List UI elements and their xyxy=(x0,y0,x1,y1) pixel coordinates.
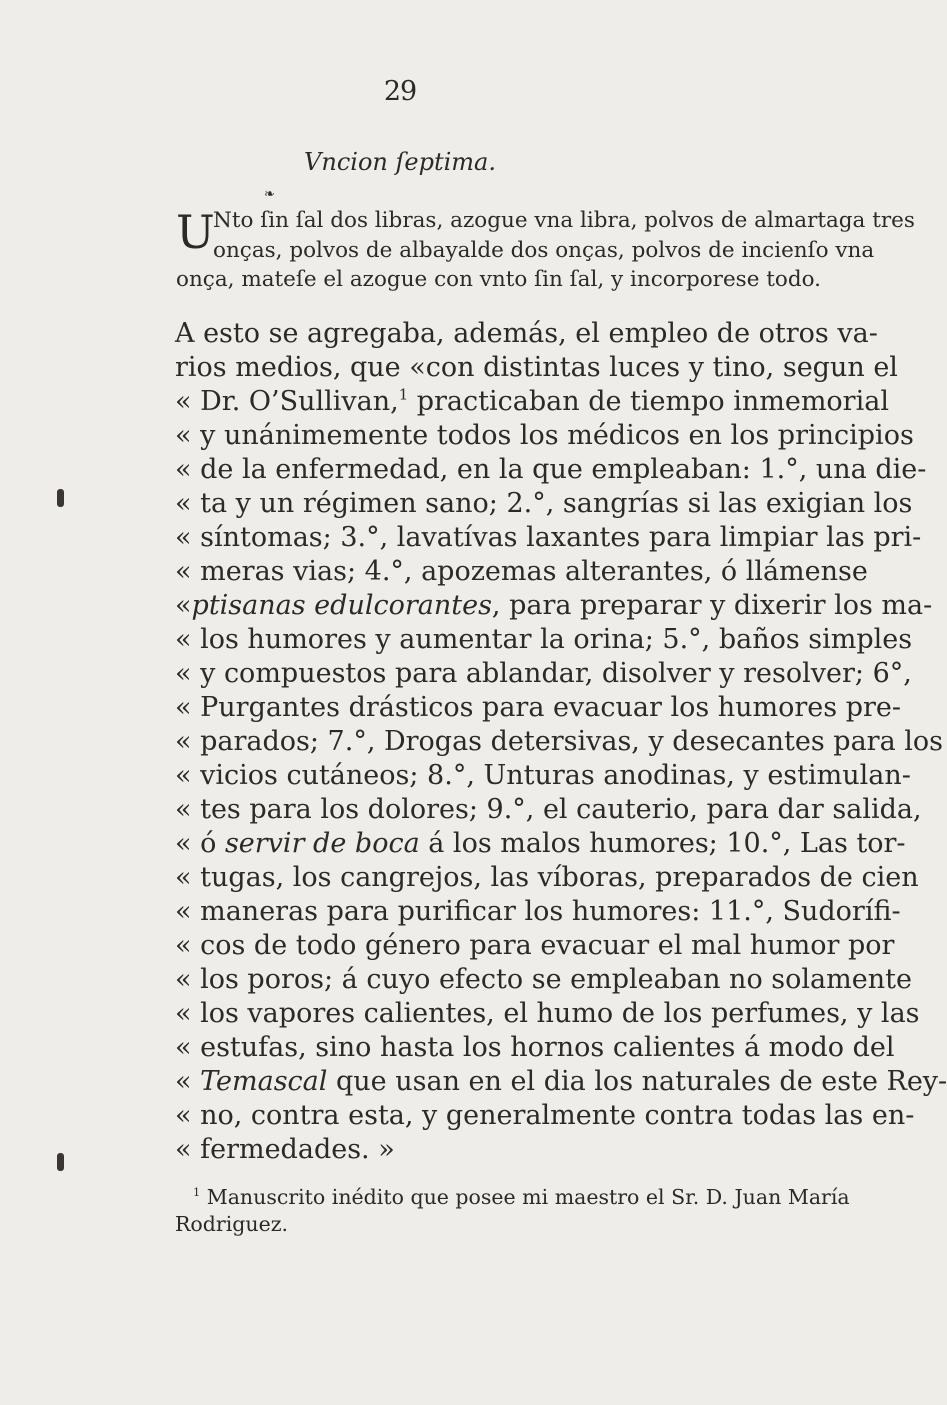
body-line: « de la enfermedad, en la que empleaban: 1.°, una die- xyxy=(175,454,927,485)
body-line: « fermedades. » xyxy=(175,1134,395,1165)
page-edge-mark xyxy=(57,489,64,507)
body-line: rios medios, que «con distintas luces y tino, segun el xyxy=(175,352,898,383)
body-line: « y compuestos para ablandar, disolver y resolver; 6°, xyxy=(175,658,912,689)
italic-term: Temascal xyxy=(191,1066,328,1097)
footnote-reference: 1 xyxy=(398,385,409,404)
body-line: « y unánimemente todos los médicos en los principios xyxy=(175,420,914,451)
body-line: « ó servir de boca á los malos humores; 10.°, Las tor- xyxy=(175,828,906,859)
italic-term: ptisanas edulcorantes xyxy=(191,590,492,621)
body-line: « meras vias; 4.°, apozemas alterantes, ó llámense xyxy=(175,556,868,587)
body-line: « Temascal que usan en el dia los naturales de este Rey- xyxy=(175,1066,947,1097)
body-line: « tugas, los cangrejos, las víboras, preparados de cien xyxy=(175,862,919,893)
section-title: Vncion ſeptima. xyxy=(304,148,496,176)
body-line: « maneras para purificar los humores: 11.°, Sudorífi- xyxy=(175,896,901,927)
body-line: « los vapores calientes, el humo de los perfumes, y las xyxy=(175,998,920,1029)
body-line: «ptisanas edulcorantes, para preparar y dixerir los ma- xyxy=(175,590,933,621)
body-line: « síntomas; 3.°, lavatívas laxantes para limpiar las pri- xyxy=(175,522,922,553)
body-line: « ta y un régimen sano; 2.°, sangrías si las exigian los xyxy=(175,488,913,519)
body-line: « Purgantes drásticos para evacuar los humores pre- xyxy=(175,692,902,723)
body-line: « parados; 7.°, Drogas detersivas, y desecantes para los xyxy=(175,726,943,757)
recipe-line: onça, mateſe el azogue con vnto ſin ſal, y incorporese todo. xyxy=(176,267,822,292)
body-line: A esto se agregaba, además, el empleo de otros va- xyxy=(175,318,878,349)
body-line: « Dr. O’Sullivan,$^1$ practicaban de tiempo inmemorial xyxy=(175,385,889,417)
body-line: « los poros; á cuyo efecto se empleaban no solamente xyxy=(175,964,912,995)
body-line: « estufas, sino hasta los hornos calientes á modo del xyxy=(175,1032,895,1063)
footnote-line: Rodriguez. xyxy=(175,1212,289,1236)
body-line: « tes para los dolores; 9.°, el cauterio, para dar salida, xyxy=(175,794,922,825)
page-number: 29 xyxy=(383,76,417,107)
ornament-icon: ❧ xyxy=(264,187,275,202)
recipe-line: Nto ſin ſal dos libras, azogue vna libra, polvos de almartaga tres xyxy=(213,208,915,233)
body-line: « vicios cutáneos; 8.°, Unturas anodinas, y estimulan- xyxy=(175,760,911,791)
footnote-marker: 1 xyxy=(193,1186,201,1200)
body-line: « no, contra esta, y generalmente contra todas las en- xyxy=(175,1100,915,1131)
recipe-line: onças, polvos de albayalde dos onças, polvos de incienſo vna xyxy=(213,238,875,263)
drop-cap: U xyxy=(176,205,215,259)
body-line: « los humores y aumentar la orina; 5.°, baños simples xyxy=(175,624,913,655)
italic-term: servir de boca xyxy=(216,828,420,859)
page-edge-mark xyxy=(57,1153,64,1171)
footnote-line: $^1$ Manuscrito inédito que posee mi maestro el Sr. D. Juan María xyxy=(193,1185,850,1209)
body-line: « cos de todo género para evacuar el mal humor por xyxy=(175,930,895,961)
